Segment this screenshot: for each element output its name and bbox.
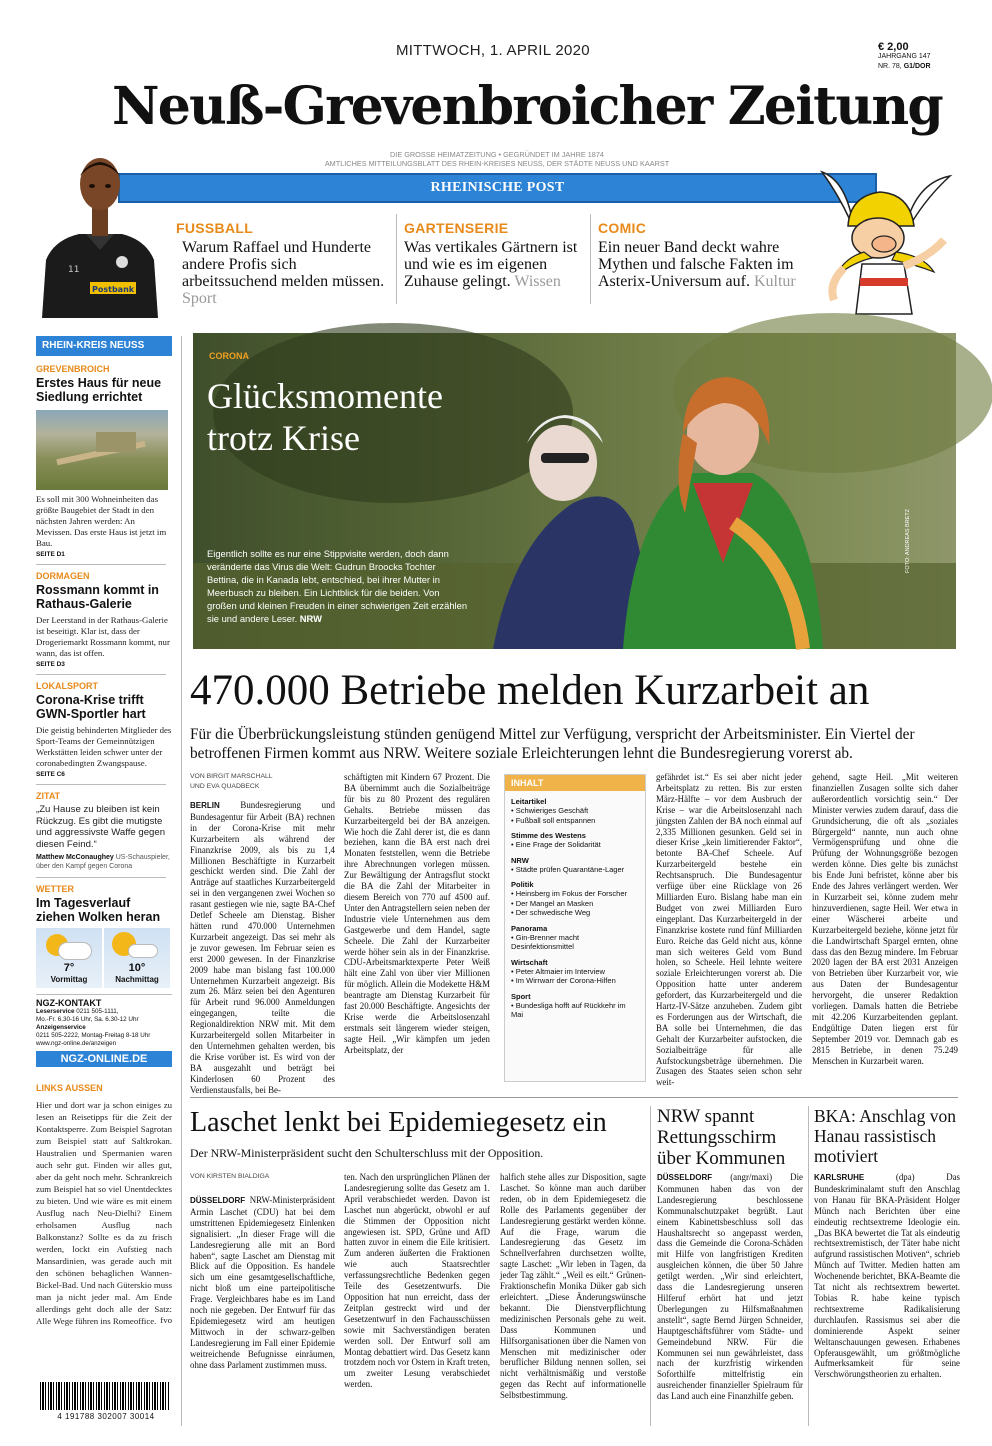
contents-item-label: Städte prüfen Quarantäne-Lager — [515, 864, 625, 874]
contents-section-head: Politik — [511, 880, 534, 889]
contents-section-head: Wirtschaft — [511, 957, 548, 967]
teaser-kicker: GARTENSERIE — [404, 220, 509, 236]
issue-date: MITTWOCH, 1. APRIL 2020 — [396, 42, 590, 59]
sidebar-item-ref[interactable]: SEITE C6 — [36, 771, 65, 778]
contents-title: INHALT — [505, 775, 645, 791]
issue-code: G1/DOR — [903, 63, 931, 70]
bullet-icon: • — [511, 840, 516, 849]
lead-headline[interactable]: 470.000 Betriebe melden Kurzarbeit an — [190, 667, 870, 714]
bullet-icon: • — [511, 966, 516, 976]
lead-dateline: BERLIN — [190, 801, 220, 810]
masthead-subline-1: DIE GROSSE HEIMATZEITUNG • GEGRÜNDET IM JAHRE 1874 — [390, 150, 604, 159]
contents-item[interactable] — [511, 908, 639, 918]
contact-ads-url[interactable]: www.ngz-online.de/anzeigen — [36, 1040, 117, 1047]
contact-service-label: Leserservice — [36, 1008, 75, 1015]
price: € 2,00 — [878, 41, 909, 53]
shirt-sponsor: Postbank — [92, 285, 135, 294]
contents-section-head: Panorama — [511, 923, 548, 933]
quote-author: Matthew McConaughey — [36, 854, 114, 861]
barcode-number: 4 191788 302007 30014 — [57, 1412, 155, 1421]
bullet-icon: • — [511, 1000, 516, 1010]
weather-headline: Im Tagesverlauf ziehen Wolken heran — [36, 896, 161, 924]
teaser-text: Ein neuer Band deckt wahre Mythen und falsche Fakten im Asterix-Universum auf. — [598, 239, 794, 290]
laschet-col1-text: NRW-Ministerpräsident Armin Laschet (CDU) hat bei dem umstrittenen Epidemiegesetz Einlenken signalisiert. „In dieser Frage will die Landesregierung alle mit an Bord haben“, sagte Laschet am Dienstag mit Blick auf die Opposition. Es handele sich um eine gesamtgesellschaftliche, nicht bloß um eine parteipolitische Frage. Vergleichbares habe es im Land noch nie gegeben. Der Entwurf für das Epidemiegesetz wird am heutigen Mittwoch in der schwarz-gelben Landesregierung im Fall einer Epidemie weitreichende Befugnisse einräumen, ohne dass Parlament zustimmen muss. — [190, 1195, 335, 1370]
bka-dateline: KARLSRUHE — [814, 1173, 865, 1182]
laschet-byline: VON KIRSTEN BIALDIGA — [190, 1173, 270, 1180]
sidebar — [36, 336, 172, 1416]
contents-item-label: Schwieriges Geschäft — [515, 806, 589, 815]
lead-column-2 — [344, 772, 490, 1085]
housing-aerial-image — [36, 410, 168, 490]
bka-text: (dpa) Das Bundeskriminalamt stuft den Anschlag von Hanau für BKA-Präsident Holger Münch nach Berichten über eine eindeutig rechtsextreme Ideologie ein. „Das BKA bewertet die Tat als eindeutig rechtsextremistisch, der Täter habe nicht aufgrund rassistischen Motiven“, schrieb Münch auf Twitter. Medien hatten am Wochenende berichtet, BKA-Beamte die Tat nicht als rechtsextrem bewertet. Tobias R. habe keine typisch rechtsextreme Radikalisierung durchlaufen. Rassismus sei aber die dominierende Aspekt seiner Weltanschauungen gewesen. Erhabenes Opferausgewählt, um größtmögliche Aufmerksamkeit für seine Verschwörungstheorien zu erhalten. — [814, 1172, 961, 1380]
contents-item-label: Heinsberg im Fokus der Forscher — [515, 889, 628, 898]
hero-headline: Glücksmomente trotz Krise — [207, 376, 443, 458]
bullet-icon: • — [511, 806, 516, 815]
photo-credit: FOTO: ANDREAS BRETZ — [905, 508, 911, 573]
bka-headline[interactable]: BKA: Anschlag von Hanau rassistisch motiviert — [814, 1106, 956, 1166]
weather-morning — [36, 928, 102, 988]
lead-col4-text: gehend, sagte Heil. „Mit weiteren finanziellen Zusagen sollte sich daher außerordentlich vorsichtig sein.“ Der Minister verwies zudem darauf, dass die Grundsicherung, die oft als „soziales Bürgergeld“ nannte, nun auch ohne Vermögensprüfung und ohne die Prüfung der Wohnungsgröße bezogen werden könne. Dies gelte bis zunächst bis Ende Juni befristet, könne aber bis Ende des Jahres verlängert werden. Wer in Kurzarbeit sei, könne zudem mehr hinzuverdienen, sagte Heil. Wer etwa in einer Wäscherei arbeite und Kurzarbeitergeld beziehe, könne jetzt für die Landwirtschaft Spargel ernten, ohne dass das den Bezug mindere. Im Februar 2020 lagen der BA erst 2031 Anzeigen von Betrieben über Kurzarbeit vor, wie aus Daten der Bundesagentur hervorgeht, die unserer Redaktion vorliegen. Damals hatten die Betriebe mit 42.206 Kurzarbeitenden geplant. Endgültige Daten liegen erst für September 2019 vor. Demnach gab es 2815 Betriebe, in denen 75.249 Menschen in Kurzarbeit waren. — [812, 772, 958, 1066]
contents-item-label: Peter Altmaier im Interview — [515, 966, 605, 976]
weather-box — [36, 884, 172, 988]
sidebar-item-headline: Corona-Krise trifft GWN-Sportler hart — [36, 693, 146, 721]
contents-item[interactable] — [511, 976, 639, 986]
contents-section-head: Sport — [511, 991, 531, 1001]
nrw-text: (angr/maxi) Die Kommunen haben das von der Landesregierung beschlossene Kommunalschutzpaket begrüßt. Laut einem Kabinettsbeschluss soll das Haushaltsrecht so angepasst werden, dass die Gemeinde die Corona-Schäden mit Hilfe von langfristigen Krediten ausgleichen können, die über 50 Jahre getilgt werden. „Wir sind erleichtert, dass die Landesregierung unseren Hilferuf erhört hat und jetzt Überlegungen zu Hilfsmaßnahmen anstellt“, sagte Bernd Jürgen Schneider, Hauptgeschäftsführer vom Städte- und Gemeindebund NRW. Für die Kommunen sei nun gewährleistet, dass nach der kurzfristig wirkenden Soforthilfe mittelfristig ein ausreichender finanzieller Spielraum für das Land auch eine Finanzhilfe geben. — [657, 1172, 803, 1402]
column-kicker: LINKS AUSSEN — [36, 1083, 103, 1093]
contents-item[interactable] — [511, 1001, 639, 1020]
contents-box — [504, 774, 646, 1082]
bullet-icon: • — [511, 976, 516, 985]
hero-kicker: CORONA — [209, 351, 249, 361]
price-block — [878, 42, 988, 72]
shirt-number: 11 — [68, 265, 80, 275]
sidebar-item-ref[interactable]: SEITE D3 — [36, 661, 65, 668]
weather-afternoon-temp: 10° — [128, 962, 146, 974]
teaser-ref[interactable]: Sport — [182, 290, 217, 307]
contents-item[interactable] — [511, 933, 639, 952]
contents-item-label: Gin-Brenner macht Desinfektionsmittel — [511, 932, 580, 951]
teaser-ref[interactable]: Kultur — [753, 273, 796, 290]
column-signature: fvo — [160, 1315, 172, 1325]
contents-item-label: Der schwedische Weg — [515, 908, 591, 917]
contact-ads-phone[interactable]: 0211 505-2222, Montag-Freitag 8-18 Uhr — [36, 1032, 151, 1039]
contents-item-label: Eine Frage der Solidarität — [515, 840, 601, 849]
contents-item-label: Fußball soll entspannen — [515, 815, 596, 825]
contact-title: NGZ-KONTAKT — [36, 998, 102, 1008]
contact-service-hours: Mo.-Fr. 6.30-16 Uhr, Sa. 6.30-12 Uhr — [36, 1016, 139, 1023]
bullet-icon: • — [511, 898, 516, 908]
nrw-dateline: DÜSSELDORF — [657, 1173, 713, 1182]
laschet-column-3 — [500, 1172, 646, 1427]
contents-section-head: NRW — [511, 855, 529, 865]
hero-caption — [207, 547, 469, 625]
contents-item[interactable] — [511, 816, 639, 826]
teaser-kicker: FUSSBALL — [176, 220, 254, 236]
laschet-headline[interactable]: Laschet lenkt bei Epidemiegesetz ein — [190, 1107, 607, 1138]
issue-number: NR. 78, — [878, 63, 902, 70]
contents-item-label: Im Wirrwarr der Corona-Hilfen — [515, 976, 616, 985]
sidebar-item-kicker: LOKALSPORT — [36, 681, 98, 691]
contents-item[interactable] — [511, 840, 639, 850]
lead-byline-2: UND EVA QUADBECK — [190, 783, 260, 790]
teaser-kultur[interactable] — [598, 220, 796, 290]
teaser-text: Was vertikales Gärtnern ist und wie es im eigenen Zuhause gelingt. — [404, 239, 578, 290]
brand-band-label: RHEINISCHE POST — [430, 180, 565, 195]
website-link[interactable]: NGZ-ONLINE.DE — [36, 1051, 172, 1067]
hero-caption-ref[interactable]: NRW — [299, 613, 323, 624]
contents-item[interactable] — [511, 967, 639, 977]
hero-caption-text: Eigentlich sollte es nur eine Stippvisite werden, doch dann veränderte das Virus die Welt: Gudrun Broocks Tochter Bettina, die in Kanada lebt, entschied, bei ihrer Mutter in Meerbusch zu bleiben. Ein Lichtblick für die beiden. Von großen und kleinen Freuden in einer schwierigen Zeit erzählen sie und andere Leser. — [207, 548, 468, 624]
laschet-col2-text: ten. Nach den ursprünglichen Plänen der Landesregierung sollte das Gesetz am 1. April verabschiedet werden. Davon ist Laschet nun abgerückt, obwohl er auf die Stimmen der Opposition nicht angewiesen ist. SPD, Grüne und AfD hatten zuvor in einem die Eile kritisiert. Zum anderen äußerten die Fraktionen wie auch Staatsrechtler verfassungsrechtliche Bedenken gegen Teile des Gesetzentwurfs. Die Opposition hat nun erreicht, dass der Zeitplan gestreckt wird und der Gesetzentwurf in den Fachausschüssen sowie mit Sachverständigen beraten werden soll. Der Entwurf soll am Montag debattiert wird. Das Gesetz kann trotzdem noch vor Ostern in Kraft treten, um zweiter Lesung verabschiedet werden. — [344, 1172, 490, 1390]
teaser-ref[interactable]: Wissen — [514, 273, 561, 290]
sidebar-item-text: Die geistig behinderten Mitglieder des Sport-Teams der Gemeinnützigen Werkstätten leiden schwer unter der coronabedingten Zwangspause. — [36, 725, 172, 768]
sidebar-item-text: Der Leerstand in der Rathaus-Galerie ist beseitigt. Klar ist, dass der Drogeriemarkt Rossmann kommt, nur wann, das ist offen. — [36, 615, 170, 658]
quote-text: „Zu Hause zu bleiben ist kein Rückzug. Es gibt die mutigste und aggressivste Waffe gegen diesen Feind.“ — [36, 804, 166, 850]
sidebar-item-lokalsport[interactable] — [36, 681, 172, 778]
contents-item-label: Der Mangel an Masken — [515, 898, 594, 908]
laschet-column-1 — [190, 1195, 335, 1427]
laschet-col3-text: halfich stehe alles zur Disposition, sagte Laschet. So könne man auch darüber reden, ob in dem Epidemiegesetz die Rolle des Parlaments gegenüber der Landesregierung gestärkt werden könne. Auf die Frage, warum die Landesregierung das Gesetz im Schnellverfahren durchsetzen wollte, sagte Laschet: „Wir leben in Tagen, da jeder Tag zählt.“ „Weil es eilt.“ Grünen-Fraktionschefin Monika Düker gab sich erleichtert. „Diese Änderungswünsche bekannt. Die Dienstverpflichtung medizinischen Personals gehe zu weit. Dass Kommunen und Hilfsorganisationen über die Namen von Menschen mit medizinischer oder beruflicher Bildung nennen sollen, sei nicht verhältnismäßig und verstoße gegen das Recht auf informationelle Selbstbestimmung. — [500, 1172, 646, 1401]
bka-column — [814, 1172, 960, 1427]
barcode — [40, 1382, 170, 1410]
masthead-subline-2: AMTLICHES MITTEILUNGSBLATT DES RHEIN-KREISES NEUSS, DER STÄDTE NEUSS UND KAARST — [324, 159, 670, 168]
lead-byline-1: VON BIRGIT MARSCHALL — [190, 773, 273, 780]
contact-ads-label: Anzeigenservice — [36, 1024, 86, 1031]
bullet-icon: • — [511, 815, 516, 825]
sidebar-item-kicker: DORMAGEN — [36, 571, 90, 581]
lead-column-1 — [190, 800, 335, 1095]
contents-item[interactable] — [511, 806, 639, 816]
contents-section-head: Leitartikel — [511, 797, 547, 806]
weather-morning-label: Vormittag — [50, 975, 88, 984]
bullet-icon: • — [511, 864, 516, 874]
column-links-aussen — [36, 1083, 172, 1326]
laschet-column-2 — [344, 1172, 490, 1427]
contents-item[interactable] — [511, 889, 639, 899]
nrw-headline[interactable]: NRW spannt Rettungsschirm über Kommunen — [657, 1106, 786, 1169]
lead-column-4 — [812, 772, 958, 1085]
bullet-icon: • — [511, 889, 516, 898]
teaser-sport[interactable] — [176, 220, 388, 307]
sidebar-item-kicker: GREVENBROICH — [36, 364, 110, 374]
sidebar-item-headline: Rossmann kommt in Rathaus-Galerie — [36, 583, 159, 611]
sidebar-item-text: Es soll mit 300 Wohneinheiten das größte Baugebiet der Stadt in den nächsten Jahren werden: An Mevissen. Das erste Haus ist jetzt im Bau. — [36, 494, 167, 548]
laschet-subhead: Der NRW-Ministerpräsident sucht den Schulterschluss mit der Opposition. — [190, 1146, 544, 1160]
hero-photo[interactable] — [193, 333, 956, 649]
bullet-icon: • — [511, 908, 516, 917]
weather-afternoon — [104, 928, 170, 988]
asterix-comic-image — [804, 160, 964, 314]
quote-box — [36, 791, 172, 871]
lead-column-3 — [656, 772, 802, 1088]
teaser-wissen[interactable] — [404, 220, 584, 290]
sidebar-item-grevenbroich[interactable] — [36, 364, 172, 558]
lead-subhead: Für die Überbrückungsleistung stünden genügend Mittel zur Verfügung, verspricht der Arbeitsminister. Ein Viertel der betroffenen Firmen kommt aus NRW. Weitere soziale Erleichterungen lehnt die Bundesregierung vorerst ab. — [190, 726, 915, 762]
weather-afternoon-label: Nachmittag — [115, 975, 159, 984]
sidebar-item-headline: Erstes Haus für neue Siedlung errichtet — [36, 376, 162, 404]
contact-box — [36, 994, 172, 1067]
quote-author-desc: US-Schauspieler, über den Kampf gegen Corona — [36, 854, 170, 870]
contents-item-label: Bundesliga hofft auf Rückkehr im Mai — [511, 1000, 626, 1019]
football-player-image — [34, 150, 166, 318]
volume: JAHRGANG 147 — [878, 53, 931, 60]
newspaper-title: Neuß-Grevenbroicher Zeitung — [112, 76, 942, 137]
sidebar-item-dormagen[interactable] — [36, 571, 172, 668]
teaser-text: Warum Raffael und Hunderte andere Profis sich arbeitssuchend melden müssen. — [182, 239, 385, 290]
weather-kicker: WETTER — [36, 884, 74, 894]
lead-byline — [190, 772, 340, 792]
weather-morning-temp: 7° — [63, 962, 75, 974]
nrw-column — [657, 1172, 803, 1427]
contact-service-phone[interactable]: 0211 505-1111, — [76, 1008, 119, 1015]
lead-col2-text: schäftigten mit Kindern 67 Prozent. Die BA übernimmt auch die Sozialbeiträge für bis zu 80 Prozent des regulären Gehalts. Betriebe müssen das Kurzarbeitergeld bei der BA anzeigen. Wie hoch die Zahl derer ist, die es dann beziehen, kann die BA erst nach drei Monaten feststellen, wenn die Betriebe ihre Abrechnungen vorlegen müssen. Zur Bewältigung der Antragsflut stockt die BA die Zahl der Mitarbeiter in diesem Bereich von 770 auf 4500 auf. Unter den Antragstellern seien neben der Industrie viele Unternehmen aus dem Gastgewerbe und dem Handel, sagte Scheele. Die Zahl der Kurzarbeiter werde höher sein als in der Finanzkrise. CDU-Arbeitsmarktexperte Peter Weiß hält eine Zahl von über vier Millionen für möglich. Allein die Modekette H&M beantragte am Dienstag Kurzarbeit für fast 20.000 Beschäftigte. Angesichts der Krise werde die Arbeitslosenzahl erstmals seit längerem wieder steigen, sagte Heil. „Wir kämpfen um jeden Arbeitsplatz, der — [344, 772, 490, 1055]
contents-item[interactable] — [511, 899, 639, 909]
lead-col1-text: Bundesregierung und Bundesagentur für Arbeit (BA) rechnen in der Corona-Krise mit mehr Kurzarbeitern als während der Finanzkrise 2009, als bis zu 1,4 Millionen Beschäftigte in Kurzarbeit geschickt werden sind. Die Zahl der Anträge auf staatliches Kurzarbeitergeld sei in den vergangenen zwei Wochen so rasant gestiegen wie nie, sagte BA-Chef Detlef Scheele am Dienstag. Bisher hätten rund 470.000 Unternehmen Kurzarbeit angezeigt. Das sei mehr als je zuvor gewesen. Im Februar seien es erst 2000 gewesen. In der Finanzkrise 2009 habe man bislang fast 100.000 Unternehmen Kurzarbeit angezeigt. Bis zum 26. März seien bei den Agenturen für Arbeit rund 96.000 Anmeldungen eingegangen, teilte die Regionaldirektion NRW mit. Mit dem Kurzarbeitergeld sollen Mitarbeiter in den Unternehmen gehalten werden, bis die Krise vorüber ist. Es wird von der BA ausgezahlt und beträgt bei Kinderlosen 60 Prozent des Verdienstausfalls, bei Be- — [190, 800, 335, 1095]
contents-item[interactable] — [511, 865, 639, 875]
sidebar-header: RHEIN-KREIS NEUSS — [36, 336, 172, 356]
quote-kicker: ZITAT — [36, 791, 61, 801]
column-text: Hier und dort war ja schon einiges zu lesen an Reisetipps für die Zeit der Kontaktsperre. Zum Beispiel Sagrotan zum Beispiel statt auf Saltkrokan. Haustralien und Spermanien waren auch sehr gut. Finden wir alles gut, aber da geht noch mehr. Schrankreich zum Beispiel hat so viel Unentdecktes zu bieten. Und wie wäre es mit einem Ausflug nach Neu-Dielhi? Einem erholsamen Ausflug nach Balkonstanz? Sollte es da zu frisch werden, lockt ein Aufstieg nach Mansardinien, was gerade auch mit den schönen behaglichen Wannen-Bickel-Bad. Und nach Güterskio muss man ja nicht jeder mal. Am Ende allerdings geht doch alle der Satz: Alle Wege führen ins Romeoffice. — [36, 1100, 172, 1326]
teaser-kicker: COMIC — [598, 220, 647, 236]
laschet-dateline: DÜSSELDORF — [190, 1196, 246, 1205]
contents-section-head: Stimme des Westens — [511, 831, 586, 840]
lead-col3-text: gefährdet ist.“ Es sei aber nicht jeder Arbeitsplatz zu retten. Bis zur ersten März-Hälfte – vor dem Ausbruch der Krise – war die Arbeitslosenzahl nach jüngsten Zahlen der BA noch einmal auf 2,335 Millionen gesunken. Geld sei in dieser Krise „kein limitierender Faktor“, betonte BA-Chef Scheele. Auf Kurzarbeitergeld bestehe ein Rechtsanspruch. Die Bundesagentur verfüge über eine Rücklage von 26 Milliarden Euro. Bislang habe man ein Budget von zwei Milliarden Euro eingeplant. Das Kurzarbeitergeld in der Finanzkrise kostete rund fünf Milliarden Euro. Reiche das Geld nicht aus, könne man sich weiteres Geld vom Bund holen, so Scheele. Heil lehnte weitere soziale Erleichterungen vorerst ab. Die Opposition hatte unter anderem gefordert, das Kurzarbeitergeld und die Hartz-IV-Sätze anzuheben. Zudem gibt es Forderungen aus der Wirtschaft, die BA solle bei Unternehmen, die das Gehalt der Kurzarbeiter aufstocken, die Sozialbeiträge für alle Aufstockungsbeträge übernehmen. Die Zusagen des Staates seien schon sehr weit- — [656, 772, 802, 1088]
sidebar-item-ref[interactable]: SEITE D1 — [36, 551, 65, 558]
bullet-icon: • — [511, 932, 516, 942]
